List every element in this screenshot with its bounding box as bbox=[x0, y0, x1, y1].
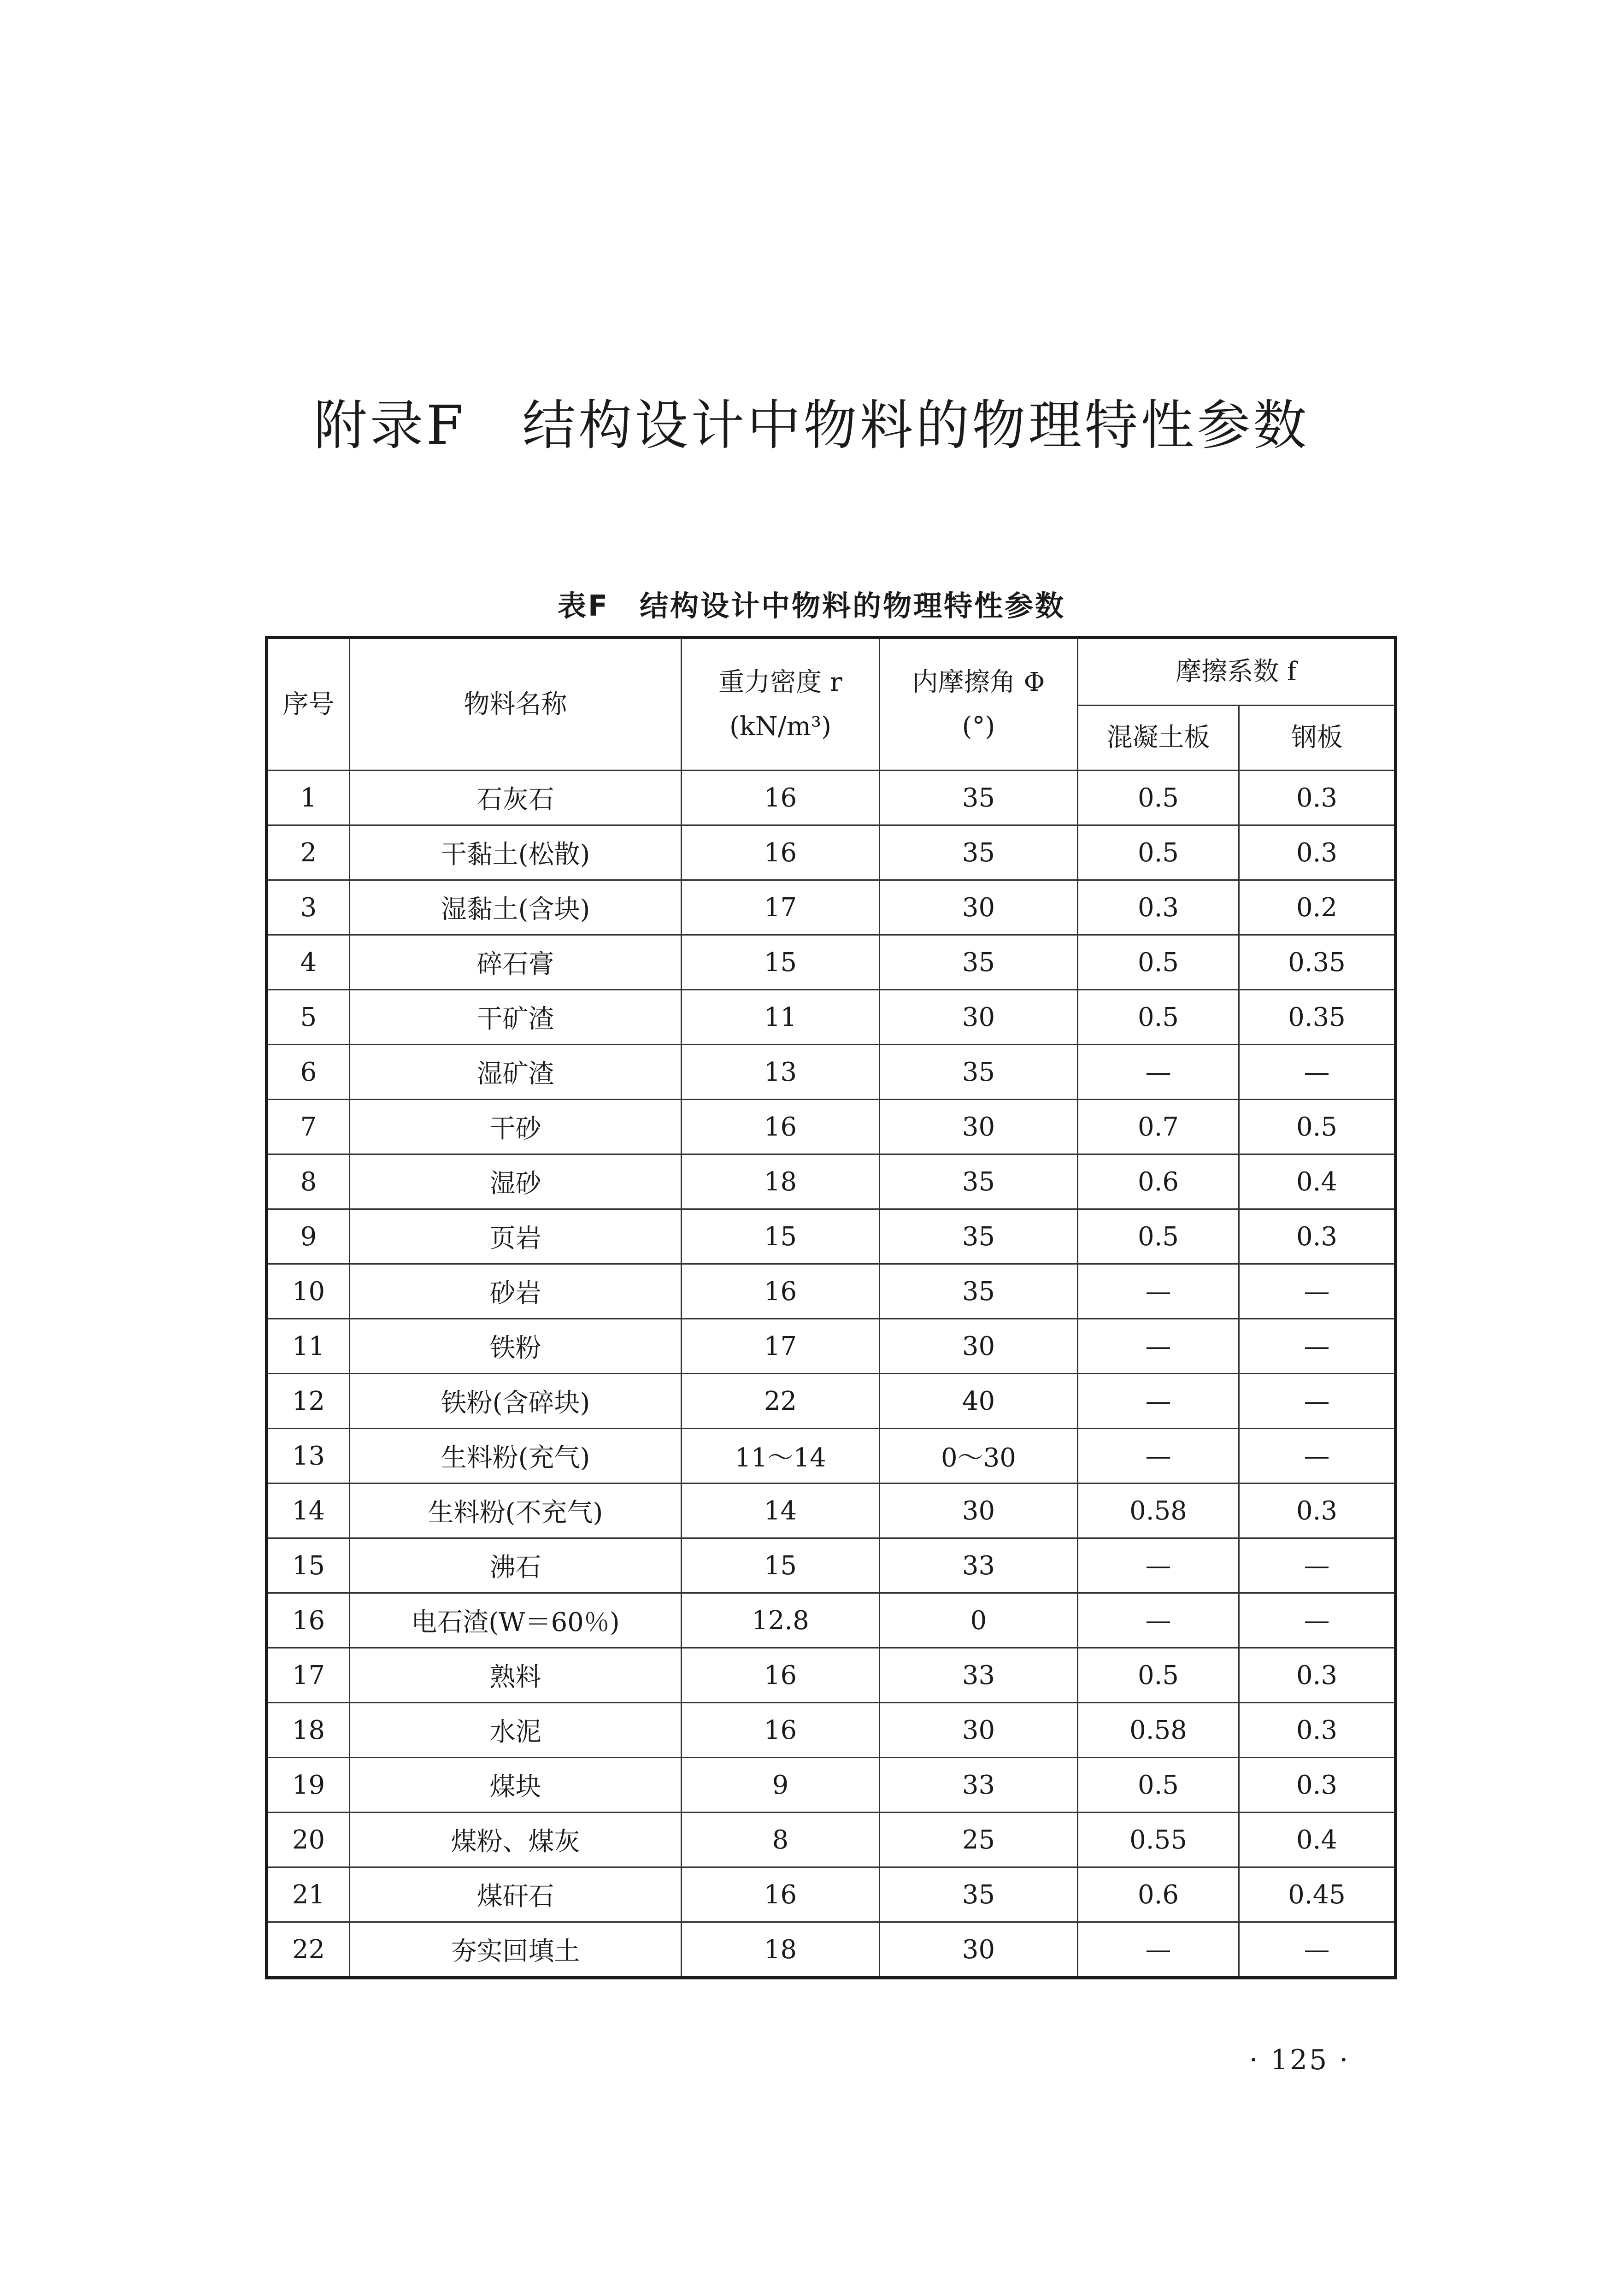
cell-index: 3 bbox=[267, 880, 350, 935]
cell-angle: 30 bbox=[880, 1484, 1078, 1538]
cell-index: 21 bbox=[267, 1867, 350, 1922]
header-density-label: 重力密度 r bbox=[718, 667, 842, 698]
cell-friction-steel: — bbox=[1239, 1045, 1396, 1100]
cell-name: 熟料 bbox=[350, 1648, 682, 1703]
cell-friction-concrete: 0.6 bbox=[1078, 1154, 1239, 1209]
cell-index: 7 bbox=[267, 1100, 350, 1154]
cell-angle: 35 bbox=[880, 1154, 1078, 1209]
cell-friction-concrete: 0.55 bbox=[1078, 1813, 1239, 1867]
cell-index: 1 bbox=[267, 771, 350, 825]
table-row bbox=[267, 825, 1396, 880]
cell-density: 18 bbox=[682, 1154, 880, 1209]
cell-name: 湿黏土(含块) bbox=[350, 880, 682, 935]
cell-density: 14 bbox=[682, 1484, 880, 1538]
cell-density: 16 bbox=[682, 1264, 880, 1319]
cell-density: 17 bbox=[682, 1319, 880, 1374]
cell-friction-steel: — bbox=[1239, 1264, 1396, 1319]
cell-friction-steel: — bbox=[1239, 1429, 1396, 1484]
cell-name: 生料粉(充气) bbox=[350, 1429, 682, 1484]
cell-name: 石灰石 bbox=[350, 771, 682, 825]
cell-angle: 30 bbox=[880, 1319, 1078, 1374]
cell-friction-steel: 0.3 bbox=[1239, 1703, 1396, 1758]
cell-index: 19 bbox=[267, 1758, 350, 1813]
cell-density: 12.8 bbox=[682, 1593, 880, 1648]
cell-name: 砂岩 bbox=[350, 1264, 682, 1319]
cell-index: 2 bbox=[267, 825, 350, 880]
cell-angle: 33 bbox=[880, 1538, 1078, 1593]
cell-density: 13 bbox=[682, 1045, 880, 1100]
cell-friction-steel: 0.3 bbox=[1239, 825, 1396, 880]
cell-density: 16 bbox=[682, 1703, 880, 1758]
table-row bbox=[267, 771, 1396, 825]
cell-index: 17 bbox=[267, 1648, 350, 1703]
cell-friction-concrete: 0.58 bbox=[1078, 1484, 1239, 1538]
cell-index: 16 bbox=[267, 1593, 350, 1648]
cell-friction-concrete: — bbox=[1078, 1429, 1239, 1484]
cell-angle: 40 bbox=[880, 1374, 1078, 1429]
cell-name: 湿矿渣 bbox=[350, 1045, 682, 1100]
cell-friction-concrete: 0.3 bbox=[1078, 880, 1239, 935]
cell-friction-concrete: — bbox=[1078, 1264, 1239, 1319]
cell-angle: 30 bbox=[880, 1703, 1078, 1758]
cell-friction-steel: 0.3 bbox=[1239, 1758, 1396, 1813]
cell-density: 18 bbox=[682, 1922, 880, 1978]
cell-index: 11 bbox=[267, 1319, 350, 1374]
cell-density: 16 bbox=[682, 825, 880, 880]
cell-angle: 33 bbox=[880, 1758, 1078, 1813]
cell-friction-steel: 0.35 bbox=[1239, 935, 1396, 990]
table-row bbox=[267, 1264, 1396, 1319]
cell-friction-concrete: 0.5 bbox=[1078, 990, 1239, 1045]
cell-name: 夯实回填土 bbox=[350, 1922, 682, 1978]
cell-friction-concrete: 0.5 bbox=[1078, 935, 1239, 990]
cell-name: 干矿渣 bbox=[350, 990, 682, 1045]
cell-density: 11～14 bbox=[682, 1429, 880, 1484]
cell-angle: 30 bbox=[880, 1922, 1078, 1978]
cell-friction-concrete: 0.5 bbox=[1078, 825, 1239, 880]
properties-table bbox=[265, 636, 1397, 1979]
cell-name: 沸石 bbox=[350, 1538, 682, 1593]
cell-index: 22 bbox=[267, 1922, 350, 1978]
table-row bbox=[267, 1867, 1396, 1922]
cell-angle: 35 bbox=[880, 771, 1078, 825]
header-angle bbox=[880, 638, 1078, 771]
cell-density: 9 bbox=[682, 1758, 880, 1813]
cell-name: 铁粉(含碎块) bbox=[350, 1374, 682, 1429]
cell-friction-steel: 0.45 bbox=[1239, 1867, 1396, 1922]
cell-angle: 0～30 bbox=[880, 1429, 1078, 1484]
cell-friction-steel: 0.3 bbox=[1239, 1209, 1396, 1264]
table-body bbox=[267, 771, 1396, 1978]
header-angle-unit: (°) bbox=[962, 711, 995, 742]
cell-name: 页岩 bbox=[350, 1209, 682, 1264]
table-row bbox=[267, 1813, 1396, 1867]
page-title: 附录F 结构设计中物料的物理特性参数 bbox=[313, 394, 1310, 457]
cell-friction-concrete: — bbox=[1078, 1374, 1239, 1429]
cell-friction-concrete: 0.5 bbox=[1078, 1648, 1239, 1703]
cell-friction-concrete: — bbox=[1078, 1319, 1239, 1374]
cell-angle: 35 bbox=[880, 1045, 1078, 1100]
cell-name: 电石渣(W＝60％) bbox=[350, 1593, 682, 1648]
cell-index: 13 bbox=[267, 1429, 350, 1484]
header-friction: 摩擦系数 f bbox=[1078, 638, 1396, 706]
cell-index: 4 bbox=[267, 935, 350, 990]
table-row bbox=[267, 1100, 1396, 1154]
cell-angle: 30 bbox=[880, 1100, 1078, 1154]
cell-angle: 35 bbox=[880, 1867, 1078, 1922]
cell-friction-concrete: 0.7 bbox=[1078, 1100, 1239, 1154]
cell-index: 5 bbox=[267, 990, 350, 1045]
header-angle-label: 内摩擦角 Φ bbox=[912, 667, 1045, 698]
cell-density: 15 bbox=[682, 935, 880, 990]
table-row bbox=[267, 990, 1396, 1045]
cell-index: 18 bbox=[267, 1703, 350, 1758]
cell-index: 6 bbox=[267, 1045, 350, 1100]
cell-name: 干黏土(松散) bbox=[350, 825, 682, 880]
cell-index: 10 bbox=[267, 1264, 350, 1319]
header-density-unit: (kN/m³) bbox=[729, 711, 832, 742]
table-row bbox=[267, 1319, 1396, 1374]
header-name: 物料名称 bbox=[350, 638, 682, 771]
table-row bbox=[267, 1045, 1396, 1100]
cell-density: 16 bbox=[682, 1100, 880, 1154]
cell-name: 湿砂 bbox=[350, 1154, 682, 1209]
cell-angle: 35 bbox=[880, 935, 1078, 990]
cell-density: 15 bbox=[682, 1538, 880, 1593]
table-row bbox=[267, 880, 1396, 935]
table-row bbox=[267, 1154, 1396, 1209]
table-row bbox=[267, 1484, 1396, 1538]
cell-density: 8 bbox=[682, 1813, 880, 1867]
cell-density: 22 bbox=[682, 1374, 880, 1429]
cell-density: 15 bbox=[682, 1209, 880, 1264]
cell-friction-steel: 0.5 bbox=[1239, 1100, 1396, 1154]
cell-friction-concrete: — bbox=[1078, 1922, 1239, 1978]
table-row bbox=[267, 1374, 1396, 1429]
header-density bbox=[682, 638, 880, 771]
cell-friction-concrete: — bbox=[1078, 1593, 1239, 1648]
cell-name: 生料粉(不充气) bbox=[350, 1484, 682, 1538]
cell-name: 煤块 bbox=[350, 1758, 682, 1813]
cell-angle: 35 bbox=[880, 825, 1078, 880]
cell-name: 铁粉 bbox=[350, 1319, 682, 1374]
header-friction-concrete: 混凝土板 bbox=[1078, 706, 1239, 771]
cell-angle: 0 bbox=[880, 1593, 1078, 1648]
cell-friction-concrete: 0.58 bbox=[1078, 1703, 1239, 1758]
cell-friction-steel: 0.4 bbox=[1239, 1813, 1396, 1867]
table-row bbox=[267, 935, 1396, 990]
cell-friction-steel: — bbox=[1239, 1922, 1396, 1978]
cell-friction-concrete: 0.5 bbox=[1078, 771, 1239, 825]
cell-density: 17 bbox=[682, 880, 880, 935]
cell-density: 16 bbox=[682, 1648, 880, 1703]
cell-name: 煤矸石 bbox=[350, 1867, 682, 1922]
cell-friction-steel: — bbox=[1239, 1593, 1396, 1648]
table-row bbox=[267, 1209, 1396, 1264]
table-row bbox=[267, 1593, 1396, 1648]
cell-index: 15 bbox=[267, 1538, 350, 1593]
cell-friction-steel: — bbox=[1239, 1538, 1396, 1593]
cell-friction-steel: 0.3 bbox=[1239, 1484, 1396, 1538]
cell-name: 煤粉、煤灰 bbox=[350, 1813, 682, 1867]
cell-friction-concrete: 0.5 bbox=[1078, 1758, 1239, 1813]
table-row bbox=[267, 1922, 1396, 1978]
cell-angle: 30 bbox=[880, 880, 1078, 935]
cell-density: 11 bbox=[682, 990, 880, 1045]
table-row bbox=[267, 1538, 1396, 1593]
cell-angle: 25 bbox=[880, 1813, 1078, 1867]
table-row bbox=[267, 1648, 1396, 1703]
cell-index: 14 bbox=[267, 1484, 350, 1538]
cell-name: 干砂 bbox=[350, 1100, 682, 1154]
cell-friction-concrete: 0.5 bbox=[1078, 1209, 1239, 1264]
cell-friction-steel: 0.35 bbox=[1239, 990, 1396, 1045]
table-title: 表F 结构设计中物料的物理特性参数 bbox=[557, 589, 1066, 623]
table-row bbox=[267, 1429, 1396, 1484]
cell-friction-steel: 0.2 bbox=[1239, 880, 1396, 935]
cell-friction-steel: — bbox=[1239, 1374, 1396, 1429]
cell-index: 8 bbox=[267, 1154, 350, 1209]
header-friction-steel: 钢板 bbox=[1239, 706, 1396, 771]
cell-name: 碎石膏 bbox=[350, 935, 682, 990]
cell-angle: 35 bbox=[880, 1209, 1078, 1264]
cell-angle: 33 bbox=[880, 1648, 1078, 1703]
cell-friction-steel: 0.3 bbox=[1239, 771, 1396, 825]
cell-friction-steel: — bbox=[1239, 1319, 1396, 1374]
cell-friction-concrete: 0.6 bbox=[1078, 1867, 1239, 1922]
table-row bbox=[267, 1703, 1396, 1758]
table-row bbox=[267, 1758, 1396, 1813]
page-number: · 125 · bbox=[1249, 2044, 1350, 2076]
cell-friction-steel: 0.4 bbox=[1239, 1154, 1396, 1209]
cell-index: 12 bbox=[267, 1374, 350, 1429]
cell-index: 9 bbox=[267, 1209, 350, 1264]
cell-friction-steel: 0.3 bbox=[1239, 1648, 1396, 1703]
cell-friction-concrete: — bbox=[1078, 1045, 1239, 1100]
cell-density: 16 bbox=[682, 771, 880, 825]
header-index: 序号 bbox=[267, 638, 350, 771]
cell-friction-concrete: — bbox=[1078, 1538, 1239, 1593]
cell-density: 16 bbox=[682, 1867, 880, 1922]
cell-name: 水泥 bbox=[350, 1703, 682, 1758]
cell-angle: 35 bbox=[880, 1264, 1078, 1319]
cell-index: 20 bbox=[267, 1813, 350, 1867]
cell-angle: 30 bbox=[880, 990, 1078, 1045]
